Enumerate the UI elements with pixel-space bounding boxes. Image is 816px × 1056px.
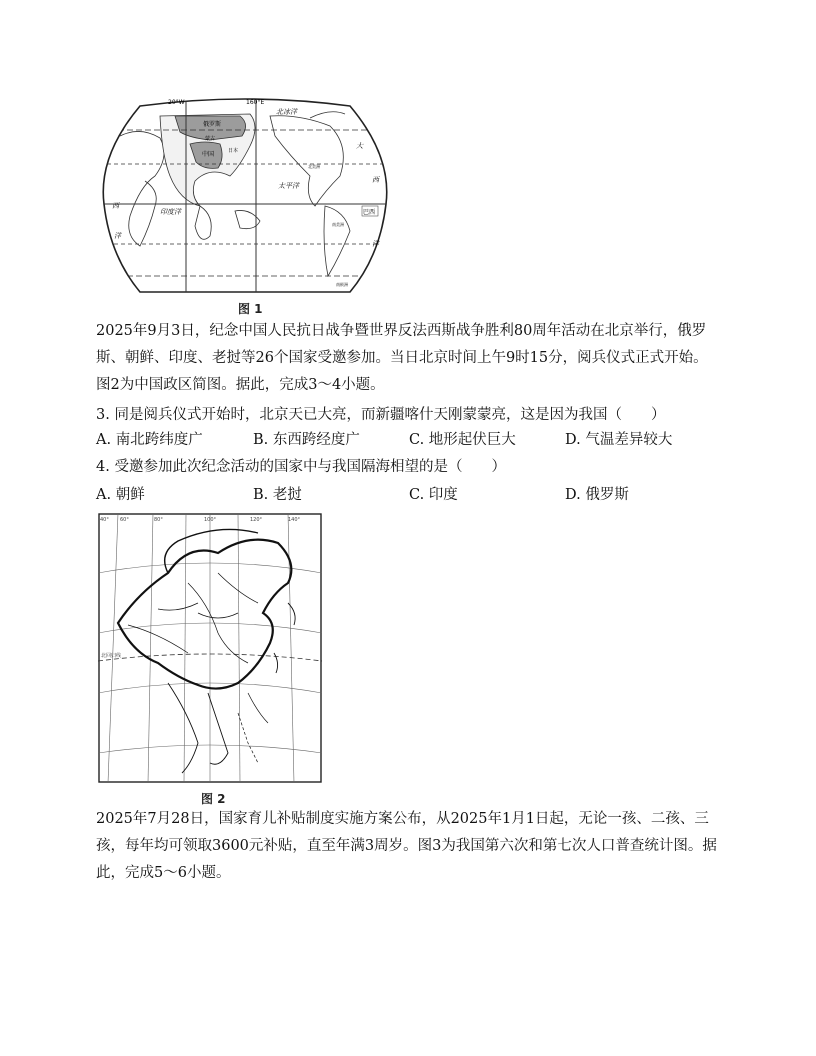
q3-option-a: A. 南北跨纬度广 [96, 432, 203, 448]
lon-label-20w: 20°W [168, 99, 185, 106]
lon-label-160e: 160°E [246, 99, 265, 106]
grid-label-40: 40° [100, 517, 109, 523]
q3-option-b: B. 东西跨经度广 [253, 432, 360, 448]
q4-option-d: D. 俄罗斯 [565, 487, 629, 503]
label-indian: 印度洋 [160, 208, 181, 216]
label-mongolia: 蒙古 [205, 136, 216, 142]
label-south-america: 南美洲 [332, 222, 344, 227]
label-china: 中国 [202, 151, 215, 158]
q4-option-c: C. 印度 [409, 487, 458, 503]
figure-2-caption: 图 2 [201, 792, 226, 806]
grid-label-140: 140° [288, 517, 301, 523]
q3-option-d: D. 气温差异较大 [565, 432, 673, 448]
label-russia: 俄罗斯 [203, 121, 222, 128]
question-4-stem: 4. 受邀参加此次纪念活动的国家中与我国隔海相望的是（ ） [96, 459, 506, 475]
q3-option-c: C. 地形起伏巨大 [409, 432, 516, 448]
figure-2-china-map [98, 513, 322, 783]
label-arctic: 北冰洋 [276, 108, 297, 116]
label-pacific: 太平洋 [278, 182, 299, 190]
label-atlantic-w1: 西 [112, 202, 119, 210]
grid-label-60: 60° [120, 517, 129, 523]
label-atlantic-w2: 洋 [114, 232, 121, 240]
grid-label-120: 120° [250, 517, 263, 523]
tropic-label: 北回归线 [101, 653, 122, 659]
q4-option-b: B. 老挝 [253, 487, 302, 503]
grid-label-100: 100° [204, 517, 217, 523]
label-brazil: 巴西 [363, 209, 376, 216]
label-atlantic-e3: 洋 [372, 240, 379, 248]
world-map-graphic [100, 96, 390, 296]
label-japan: 日本 [228, 148, 239, 154]
label-north-america: 北美洲 [308, 164, 320, 169]
question-3-stem: 3. 同是阅兵仪式开始时，北京天已大亮，而新疆喀什天刚蒙蒙亮，这是因为我国（ ） [96, 407, 666, 423]
figure-1-caption: 图 1 [238, 302, 263, 316]
intro-paragraph-1: 2025年9月3日，纪念中国人民抗日战争暨世界反法西斯战争胜利80周年活动在北京举行，俄罗斯、朝鲜、印度、老挝等26个国家受邀参加。当日北京时间上午9时15分，阅兵仪式正式开始。图2为中国政区简图。据此，完成3～4小题。 [96, 323, 708, 393]
grid-label-80: 80° [154, 517, 163, 523]
label-atlantic-e1: 大 [356, 142, 363, 150]
figure-1-world-map [100, 96, 390, 296]
label-atlantic-e2: 西 [372, 176, 379, 184]
china-map-graphic [98, 513, 322, 783]
label-antarctica: 南极洲 [336, 282, 348, 287]
intro-paragraph-2: 2025年7月28日，国家育儿补贴制度实施方案公布，从2025年1月1日起，无论一孩、二孩、三孩，每年均可领取3600元补贴，直至年满3周岁。图3为我国第六次和第七次人口普查统计图。据此，完成5～6小题。 [96, 811, 717, 881]
q4-option-a: A. 朝鲜 [96, 487, 145, 503]
